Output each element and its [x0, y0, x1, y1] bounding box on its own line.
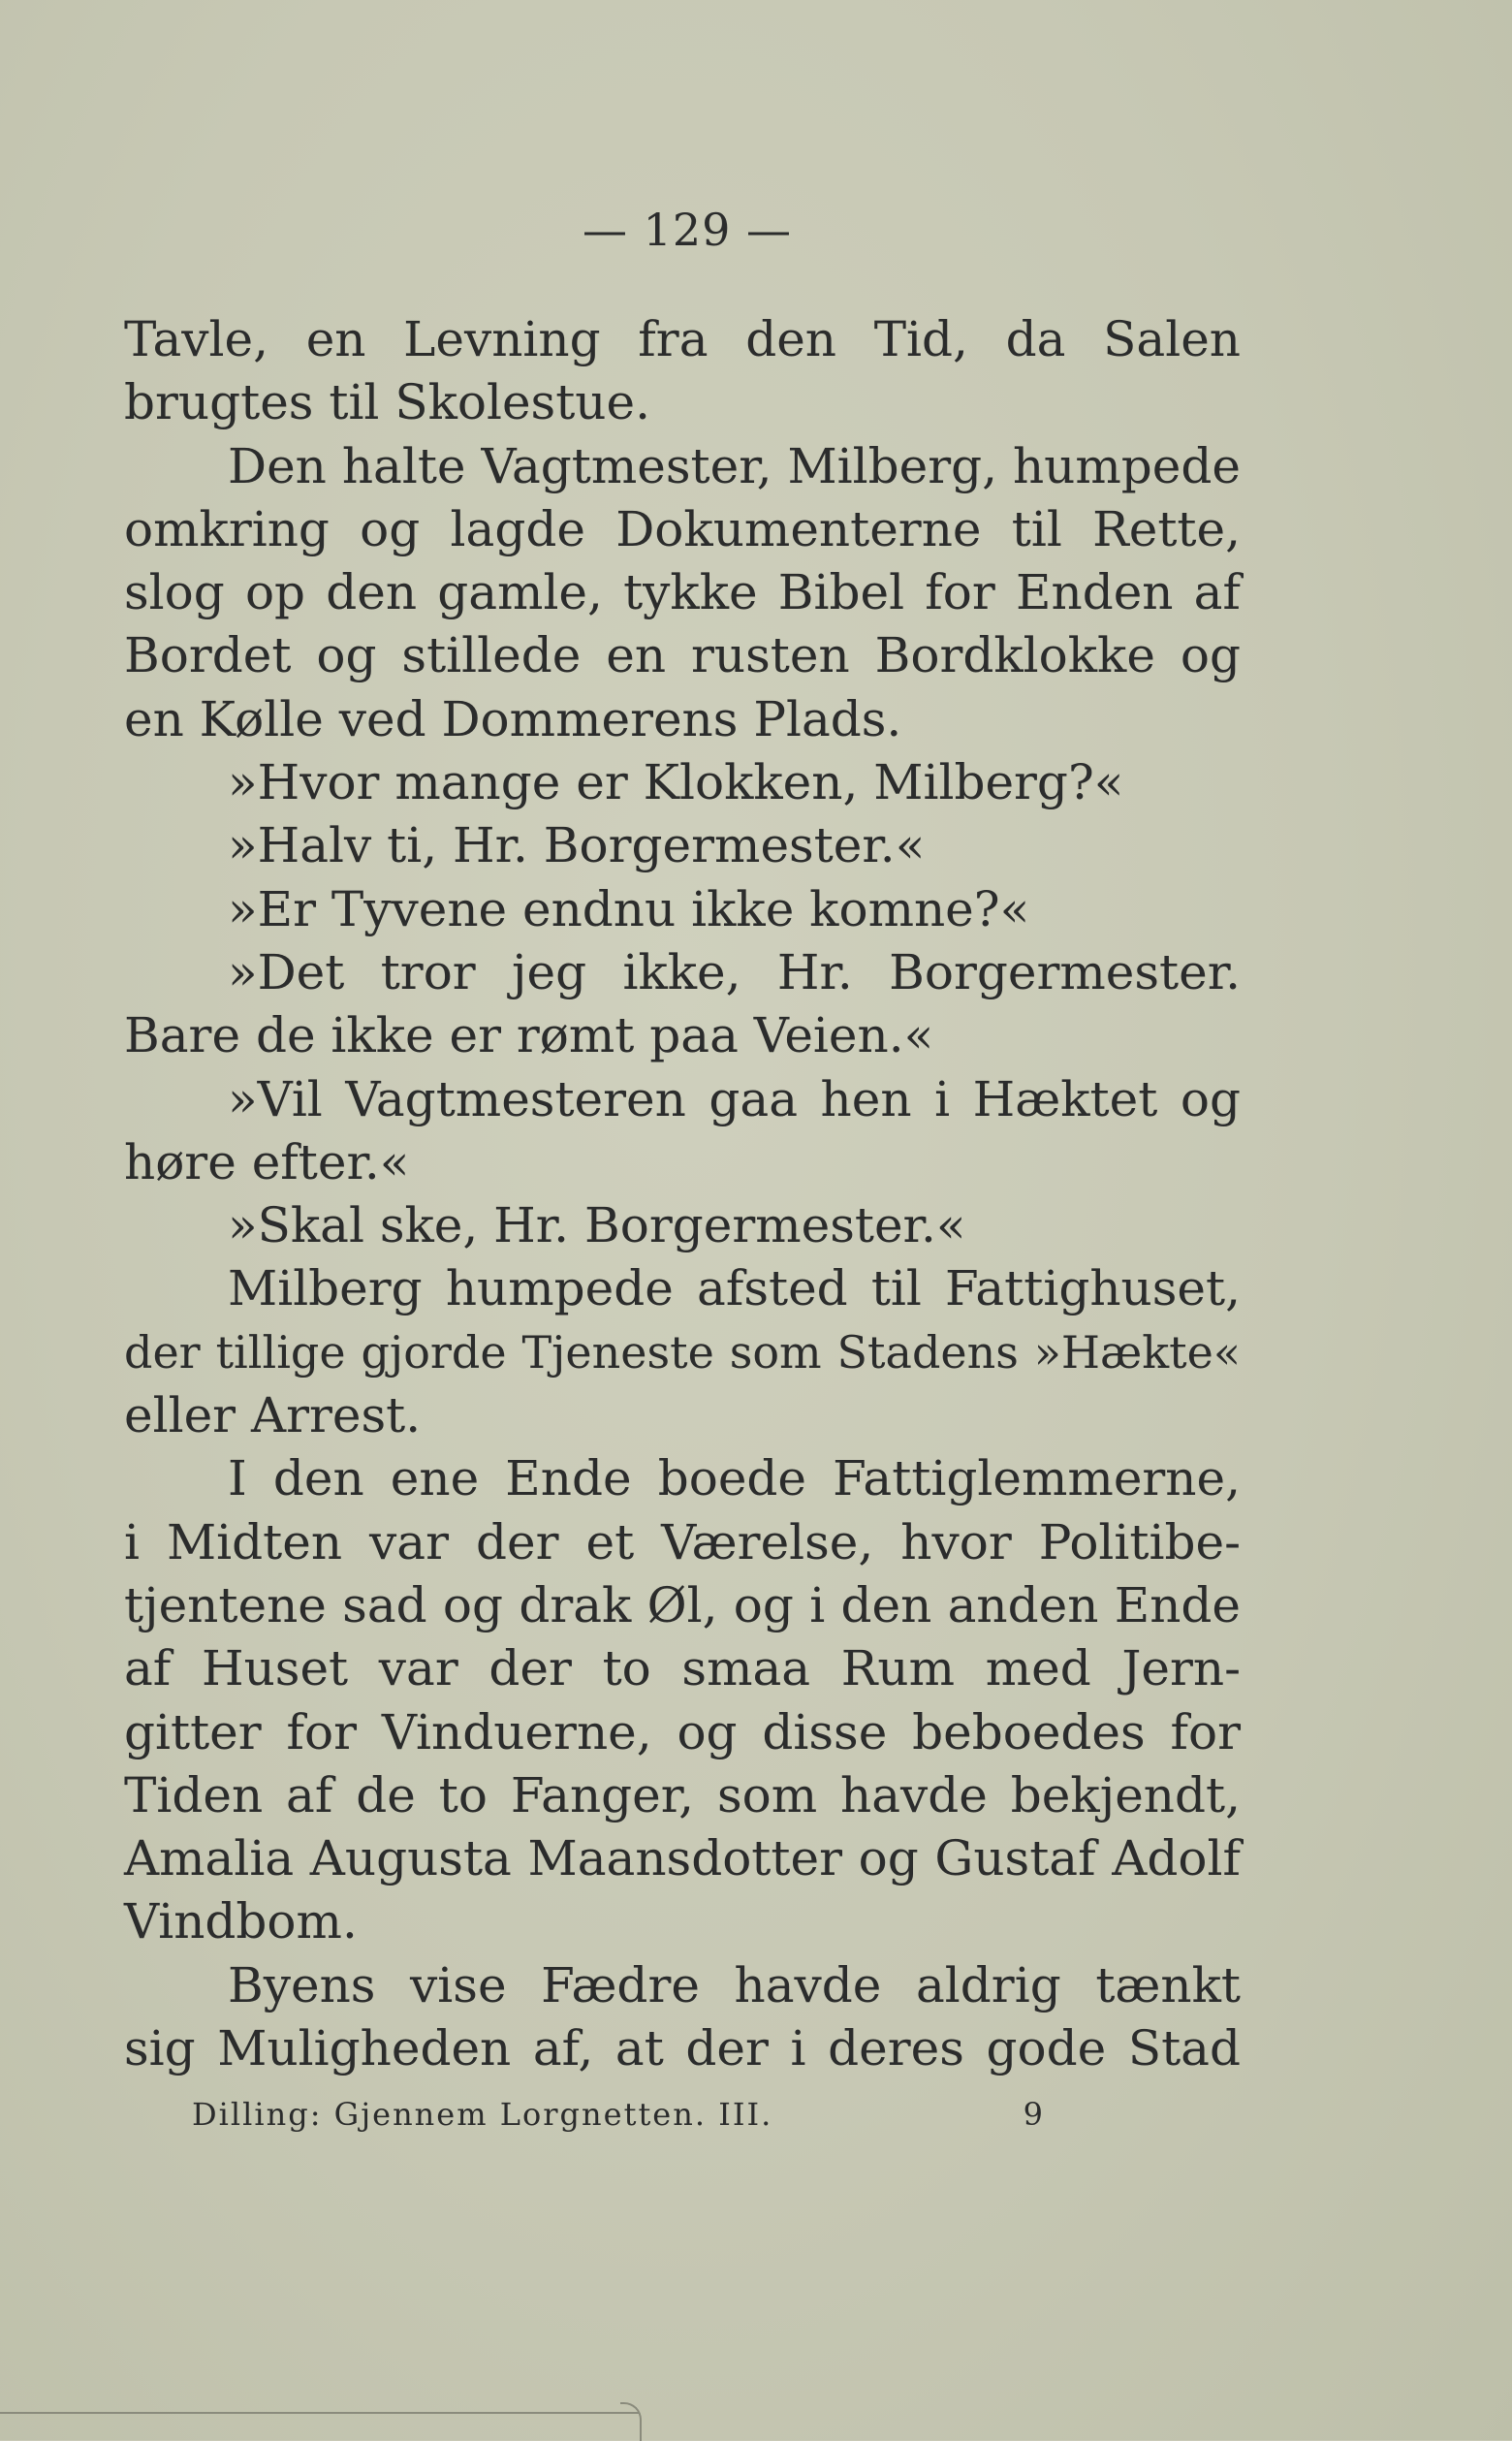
text-line: en Kølle ved Dommerens Plads.	[124, 690, 902, 747]
text-line: Milberg humpede afsted til Fattighuset,	[228, 1260, 1241, 1317]
text-line: Amalia Augusta Maansdotter og Gustaf Adolf	[124, 1830, 1241, 1887]
page-number: — 129 —	[582, 204, 793, 256]
text-line: eller Arrest.	[124, 1387, 422, 1444]
sheet-mark: 9	[1023, 2096, 1045, 2133]
text-line: Bare de ikke er rømt paa Veien.«	[124, 1007, 934, 1064]
text-line: af Huset var der to smaa Rum med Jern-	[124, 1640, 1241, 1697]
text-line: Bordet og stillede en rusten Bordklokke og	[124, 627, 1241, 684]
text-line: gitter for Vinduerne, og disse beboedes for	[124, 1703, 1241, 1760]
text-line: »Hvor mange er Klokken, Milberg?«	[228, 754, 1124, 811]
text-line: Den halte Vagtmester, Milberg, humpede	[228, 437, 1241, 494]
bottom-edge-hook	[620, 2402, 642, 2441]
text-line: der tillige gjorde Tjeneste som Stadens »Hækte«	[124, 1325, 1241, 1379]
text-line: i Midten var der et Værelse, hvor Politibe-	[124, 1513, 1241, 1570]
text-line: høre efter.«	[124, 1133, 410, 1190]
text-line: I den ene Ende boede Fattiglemmerne,	[228, 1450, 1241, 1507]
text-line: tjentene sad og drak Øl, og i den anden Ende	[124, 1576, 1241, 1633]
text-line: brugtes til Skolestue.	[124, 374, 650, 431]
text-line: Byens vise Fædre havde aldrig tænkt	[228, 1956, 1241, 2013]
text-line: slog op den gamle, tykke Bibel for Enden af	[124, 564, 1241, 621]
text-line: »Skal ske, Hr. Borgermester.«	[228, 1197, 966, 1254]
text-line: sig Muligheden af, at der i deres gode Stad	[124, 2020, 1241, 2077]
signature-title: Dilling: Gjennem Lorgnetten. III.	[192, 2096, 773, 2133]
text-line: Tavle, en Levning fra den Tid, da Salen	[124, 311, 1241, 367]
signature-footer	[192, 2096, 1045, 2133]
text-line: »Vil Vagtmesteren gaa hen i Hæktet og	[228, 1070, 1241, 1127]
body-text	[124, 308, 1241, 2080]
text-line: »Halv ti, Hr. Borgermester.«	[228, 817, 926, 874]
bottom-edge-rule	[0, 2412, 640, 2414]
text-line: Vindbom.	[124, 1893, 358, 1950]
text-line: Tiden af de to Fanger, som havde bekjendt,	[124, 1766, 1241, 1823]
text-line: »Det tror jeg ikke, Hr. Borgermester.	[228, 943, 1241, 1000]
text-line: omkring og lagde Dokumenterne til Rette,	[124, 500, 1241, 557]
text-line: »Er Tyvene endnu ikke komne?«	[228, 880, 1030, 937]
